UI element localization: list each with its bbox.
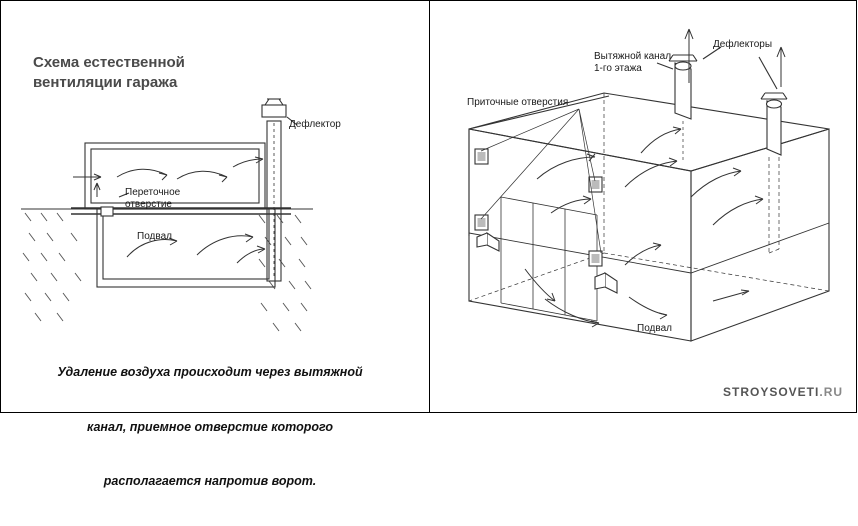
watermark: STROYSOVETI.RU	[723, 385, 844, 399]
label-transfer-hole-line1: Переточное	[125, 187, 181, 198]
caption-line-3: располагается напротив ворот.	[103, 474, 317, 488]
caption-line-1: Удаление воздуха происходит через вытяжной	[57, 365, 363, 380]
label-basement-left: Подвал	[137, 231, 172, 242]
watermark-domain: .RU	[819, 385, 844, 399]
label-exhaust-duct-line2: 1-го этажа	[594, 63, 642, 74]
label-deflectors: Дефлекторы	[713, 39, 773, 50]
page-title: Схема естественной	[33, 54, 185, 71]
figure-caption	[15, 327, 405, 526]
label-exhaust-duct-line1: Вытяжной канал	[594, 51, 672, 62]
label-basement-right: Подвал	[637, 323, 672, 334]
page-title-second-line: вентиляции гаража	[33, 74, 178, 91]
label-deflector: Дефлектор	[289, 119, 341, 130]
label-inlet-openings: Приточные отверстия	[467, 97, 569, 108]
label-transfer-hole-line2: отверстие	[125, 199, 172, 210]
caption-line-2: канал, приемное отверстие которого	[86, 419, 334, 434]
